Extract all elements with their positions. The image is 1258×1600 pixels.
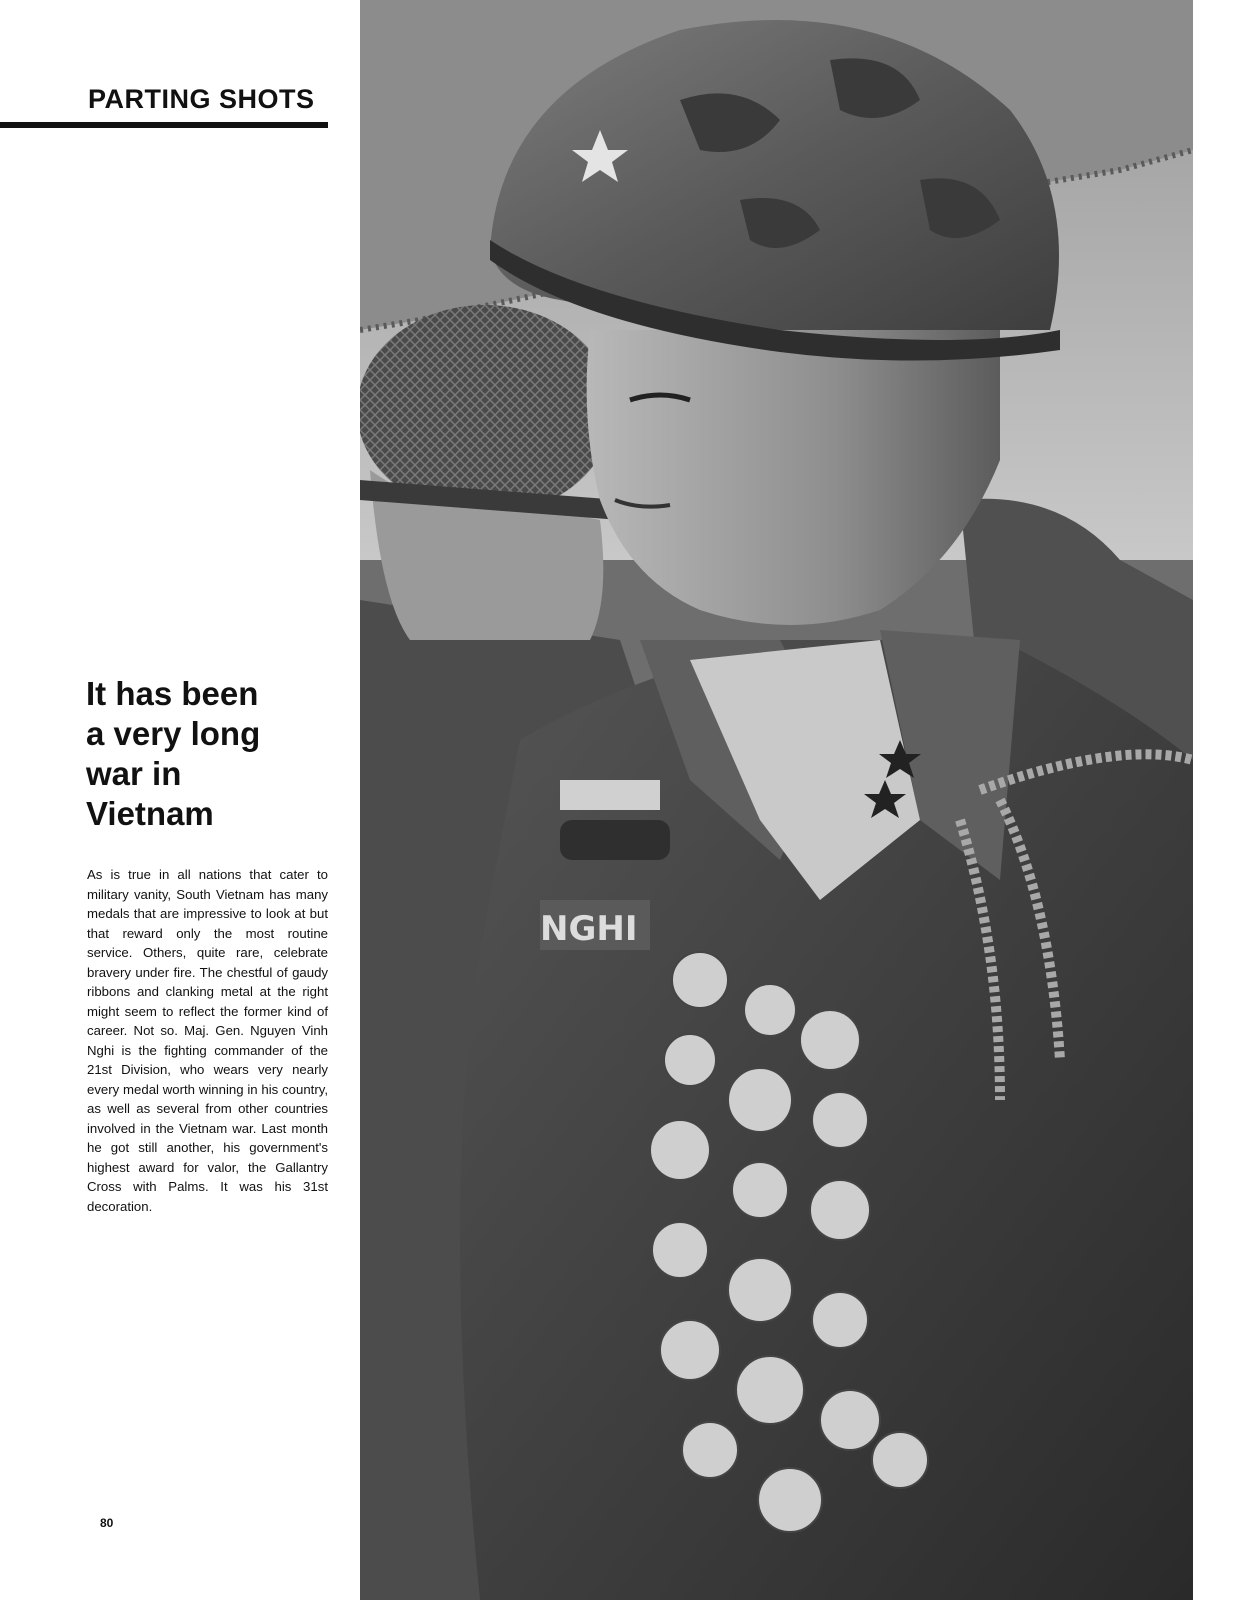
page-number: 80 [100, 1516, 114, 1530]
headline-line: It has been [86, 675, 259, 712]
general-portrait-photo [360, 0, 1193, 1600]
headline-line: a very long [86, 715, 261, 752]
parachute-badge [560, 820, 670, 860]
headline-line: war in [86, 755, 182, 792]
shoulder-patch [560, 780, 660, 810]
article-body: As is true in all nations that cater to military vanity, South Vietnam has many medals that are impressive to look at but that reward only the most routine service. Others, quite rare, celebrate bravery under fire. The chestful of gaudy ribbons and clanking metal at the right might seem to reflect the former kind of career. Not so. Maj. Gen. Nguyen Vinh Nghi is the fighting commander of the 21st Division, who wears very nearly every medal worth winning in his country, as well as several from other countries involved in the Vietnam war. Last month he got still another, his government's highest award for valor, the Gallantry Cross with Palms. It was his 31st decoration. [87, 867, 328, 1214]
section-header: PARTING SHOTS [88, 84, 315, 114]
article-headline [86, 674, 336, 834]
page-margin [1193, 0, 1258, 1600]
text-column [0, 0, 360, 1600]
header-rule [0, 122, 328, 128]
name-tag: NGHI [540, 909, 638, 949]
headline-line: Vietnam [86, 795, 214, 832]
